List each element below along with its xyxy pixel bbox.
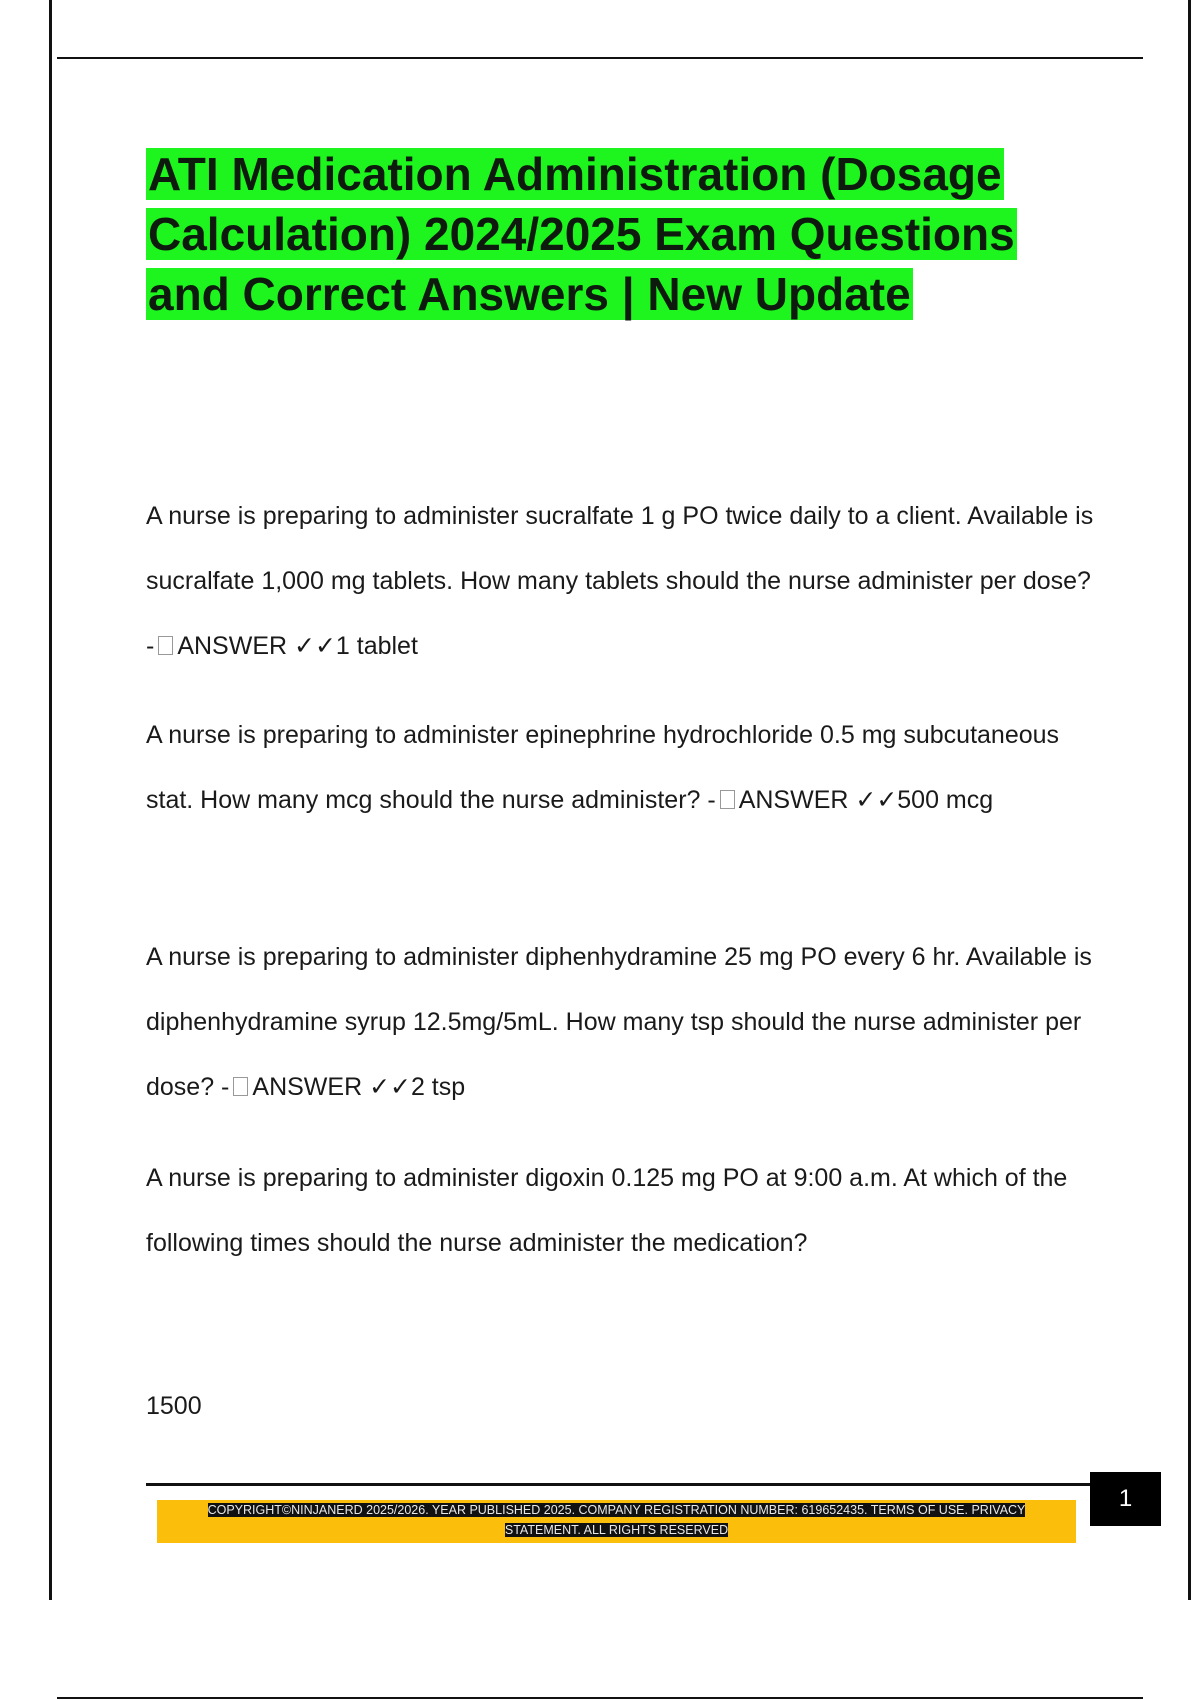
checkbox-glyph-icon — [158, 636, 173, 655]
checkbox-glyph-icon — [233, 1077, 248, 1096]
page-number: 1 — [1090, 1472, 1161, 1526]
copyright-line-1: COPYRIGHT©NINJANERD 2025/2026. YEAR PUBLISHED 2025. COMPANY REGISTRATION NUMBER: 619652435. TERMS OF USE. PRIVACY — [207, 1503, 1026, 1517]
qa-item — [146, 703, 1096, 833]
question-text: A nurse is preparing to administer sucralfate 1 g PO twice daily to a client. Available is sucralfate 1,000 mg tablets. How many tablets should the nurse administer per dose? - — [146, 502, 1094, 660]
footer-rule — [146, 1483, 1090, 1486]
answer-text: ANSWER ✓✓1 tablet — [177, 632, 418, 660]
title-text: ATI Medication Administration (Dosage Calculation) 2024/2025 Exam Questions and Correct Answers | New Update — [148, 148, 1015, 320]
copyright-banner — [157, 1500, 1076, 1543]
checkbox-glyph-icon — [720, 790, 735, 809]
question-text: A nurse is preparing to administer diphenhydramine 25 mg PO every 6 hr. Available is diphenhydramine syrup 12.5mg/5mL. How many tsp should the nurse administer per dose? - — [146, 943, 1092, 1101]
answer-text: ANSWER ✓✓2 tsp — [252, 1073, 466, 1101]
answer-text: ANSWER ✓✓500 mcg — [738, 786, 994, 814]
question-text: A nurse is preparing to administer digoxin 0.125 mg PO at 9:00 a.m. At which of the following times should the nurse administer the medication? — [146, 1164, 1068, 1257]
qa-item — [146, 1146, 1096, 1276]
page-left-border — [49, 0, 52, 1600]
copyright-line-2: STATEMENT. ALL RIGHTS RESERVED — [504, 1523, 729, 1537]
question-text: A nurse is preparing to administer epinephrine hydrochloride 0.5 mg subcutaneous stat. How many mcg should the nurse administer? - — [146, 721, 1060, 814]
answer-option: 1500 — [146, 1392, 202, 1420]
document-title — [146, 144, 1096, 324]
header-rule — [57, 57, 1143, 59]
page-right-border — [1188, 0, 1191, 1600]
qa-item — [146, 925, 1096, 1120]
next-page-rule — [57, 1697, 1143, 1699]
qa-item — [146, 484, 1096, 679]
